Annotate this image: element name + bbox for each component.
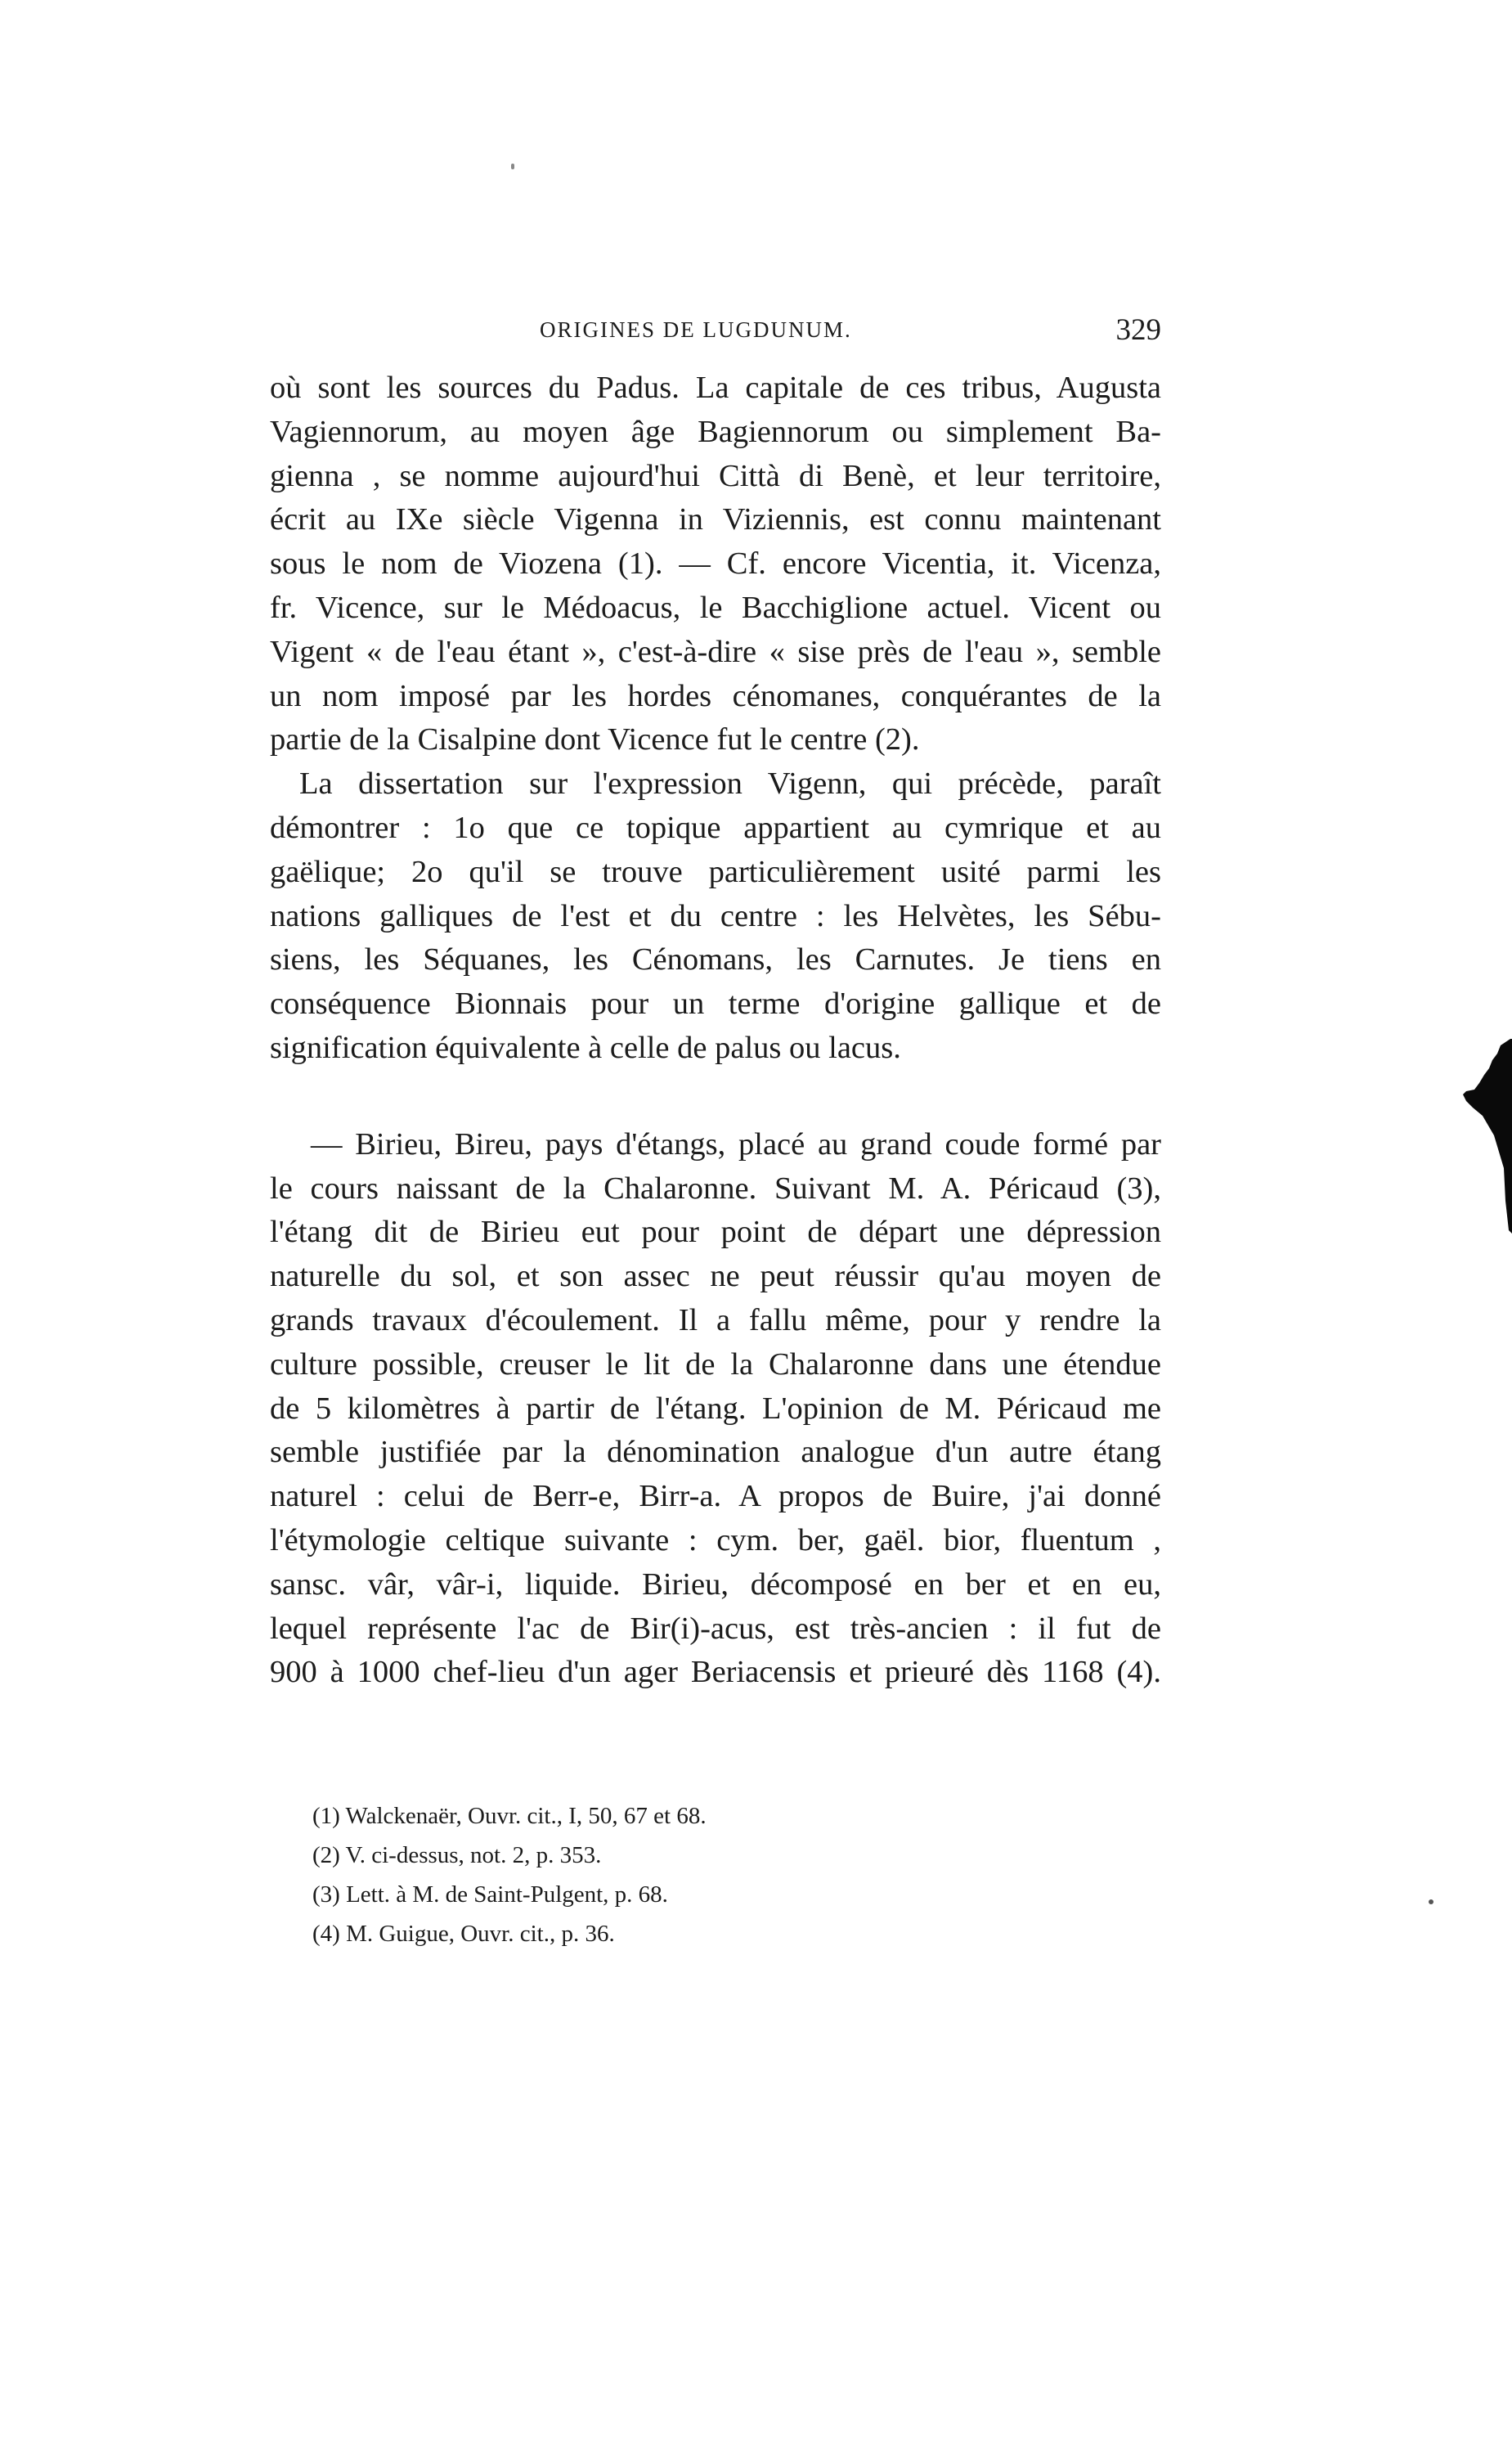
text-line: nations galliques de l'est et du centre : les Helvètes, les Sébu- [270, 898, 1161, 933]
footnote: (1) Walckenaër, Ouvr. cit., I, 50, 67 et 68. [312, 1803, 707, 1829]
text-line: semble justifiée par la dénomination analogue d'un autre étang [270, 1435, 1161, 1470]
body-text [270, 366, 1161, 1695]
scan-edge-mark [1461, 1037, 1512, 1234]
text-line: lequel représente l'ac de Bir(i)-acus, est très-ancien : il fut de [270, 1611, 1161, 1646]
text-line: naturelle du sol, et son assec ne peut réussir qu'au moyen de [270, 1259, 1161, 1294]
text-line: grands travaux d'écoulement. Il a fallu même, pour y rendre la [270, 1302, 1161, 1337]
text-line: où sont les sources du Padus. La capitale de ces tribus, Augusta [270, 371, 1161, 405]
footnote: (2) V. ci-dessus, not. 2, p. 353. [312, 1842, 602, 1868]
text-line: gaëlique; 2o qu'il se trouve particulièrement usité parmi les [270, 854, 1161, 889]
running-head [270, 313, 1161, 366]
text-line: gienna , se nomme aujourd'hui Città di Benè, et leur territoire, [270, 458, 1161, 493]
page-number: 329 [1115, 313, 1161, 347]
footnote: (4) M. Guigue, Ouvr. cit., p. 36. [312, 1921, 615, 1947]
text-line: naturel : celui de Berr-e, Birr-a. A propos de Buire, j'ai donné [270, 1479, 1161, 1514]
text-line: Vagiennorum, au moyen âge Bagiennorum ou simplement Ba- [270, 414, 1161, 449]
footnote: (3) Lett. à M. de Saint-Pulgent, p. 68. [312, 1881, 668, 1908]
footnotes [312, 1796, 1048, 1953]
text-line: culture possible, creuser le lit de la Chalaronne dans une étendue [270, 1346, 1161, 1382]
text-line: l'étymologie celtique suivante : cym. ber, gaël. bior, fluentum , [270, 1522, 1161, 1557]
paragraph-gap [270, 1071, 1161, 1123]
text-line: démontrer : 1o que ce topique appartient au cymrique et au [270, 810, 1161, 845]
text-line: le cours naissant de la Chalaronne. Suivant M. A. Péricaud (3), [270, 1171, 1161, 1206]
running-title: ORIGINES DE LUGDUNUM. [540, 317, 852, 342]
text-line: sansc. vâr, vâr-i, liquide. Birieu, décomposé en ber et en eu, [270, 1566, 1161, 1602]
text-line: Vigent « de l'eau étant », c'est-à-dire « sise près de l'eau », semble [270, 634, 1161, 669]
text-line: écrit au IXe siècle Vigenna in Viziennis, est connu maintenant [270, 502, 1161, 537]
scan-speck [1429, 1899, 1433, 1904]
text-line: siens, les Séquanes, les Cénomans, les Carnutes. Je tiens en [270, 942, 1161, 978]
scan-speck [511, 164, 514, 169]
text-line: un nom imposé par les hordes cénomanes, conquérantes de la [270, 678, 1161, 713]
text-line: — Birieu, Bireu, pays d'étangs, placé au grand coude formé par [311, 1126, 1161, 1162]
text-line: La dissertation sur l'expression Vigenn, qui précède, paraît [299, 766, 1161, 802]
text-line: conséquence Bionnais pour un terme d'origine gallique et de [270, 987, 1161, 1022]
text-line: sous le nom de Viozena (1). — Cf. encore Vicentia, it. Vicenza, [270, 546, 1161, 582]
text-line: signification équivalente à celle de palus ou lacus. [270, 1030, 901, 1065]
text-line: 900 à 1000 chef-lieu d'un ager Beriacensis et prieuré dès 1168 (4). [270, 1655, 1161, 1690]
text-line: l'étang dit de Birieu eut pour point de départ une dépression [270, 1215, 1161, 1250]
text-line: partie de la Cisalpine dont Vicence fut le centre (2). [270, 722, 920, 757]
text-line: de 5 kilomètres à partir de l'étang. L'opinion de M. Péricaud me [270, 1391, 1161, 1426]
text-line: fr. Vicence, sur le Médoacus, le Bacchiglione actuel. Vicent ou [270, 590, 1161, 625]
scan-edge-shape [1463, 1039, 1512, 1234]
